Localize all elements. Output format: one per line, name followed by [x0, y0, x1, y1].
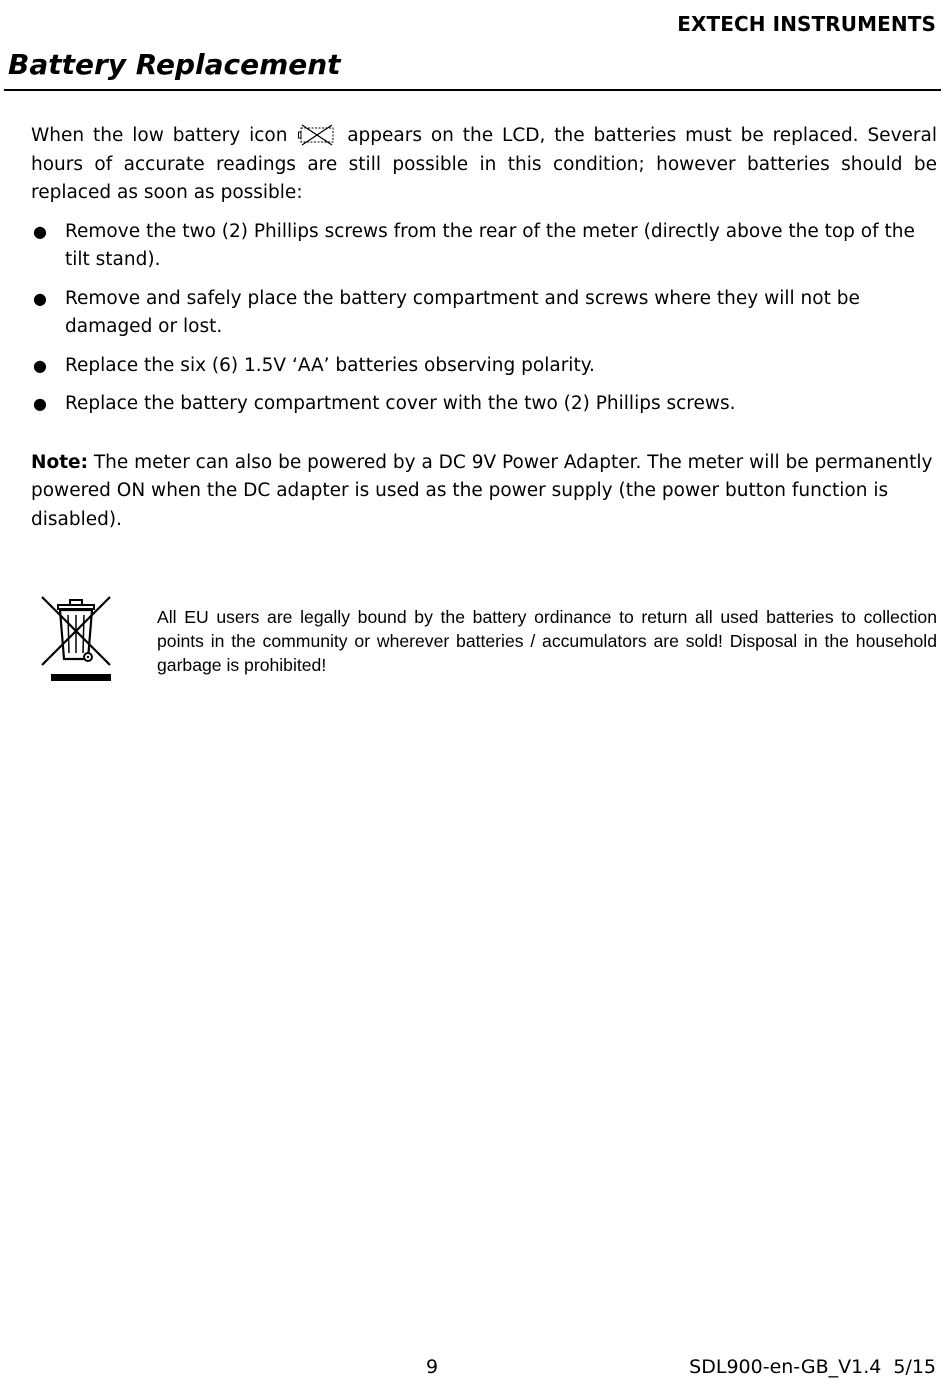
crossed-out-wheelie-bin-icon [38, 593, 118, 685]
document-id [689, 1356, 936, 1378]
intro-text-end: appears on the LCD, the batteries must be replaced. Several hours of accurate readings are still possible in this condition; however batteries should be replaced as soon as possible: [31, 125, 937, 203]
step-text: Replace the battery compartment cover with the two (2) Phillips screws. [65, 393, 736, 414]
bullet-icon: ● [33, 394, 47, 413]
list-item [31, 285, 937, 342]
list-item [31, 352, 937, 381]
bullet-icon: ● [33, 355, 47, 375]
list-item [31, 218, 937, 275]
disposal-notice: All EU users are legally bound by the battery ordinance to return all used batteries to collection points in the community or wherever batteries / accumulators are sold! Disposal in the household garbage is prohibited! [157, 607, 937, 675]
brand-header: EXTECH INSTRUMENTS [677, 12, 936, 36]
note-label: Note: [31, 451, 88, 473]
doc-page-count: 5/15 [893, 1356, 936, 1378]
step-text: Replace the six (6) 1.5V ‘AA’ batteries observing polarity. [65, 354, 595, 376]
step-text: Remove and safely place the battery compartment and screws where they will not be damaged or lost. [65, 287, 860, 337]
note-paragraph [31, 449, 937, 535]
main-content [31, 122, 937, 534]
steps-list [31, 218, 937, 419]
bullet-icon: ● [33, 221, 47, 241]
doc-version: SDL900-en-GB_V1.4 [689, 1356, 882, 1378]
list-item [31, 390, 937, 419]
section-title: Battery Replacement [8, 48, 341, 81]
step-text: Remove the two (2) Phillips screws from the rear of the meter (directly above the top of the tilt stand). [65, 220, 915, 270]
note-text: The meter can also be powered by a DC 9V Power Adapter. The meter will be permanently powered ON when the DC adapter is used as the power supply (the power button function is disabled). [31, 451, 933, 530]
title-divider [4, 89, 941, 91]
battery-low-icon [298, 124, 336, 146]
bullet-icon: ● [33, 288, 47, 308]
page-number: 9 [426, 1356, 439, 1378]
intro-text-start: When the low battery icon [31, 125, 288, 146]
intro-paragraph [31, 122, 937, 208]
